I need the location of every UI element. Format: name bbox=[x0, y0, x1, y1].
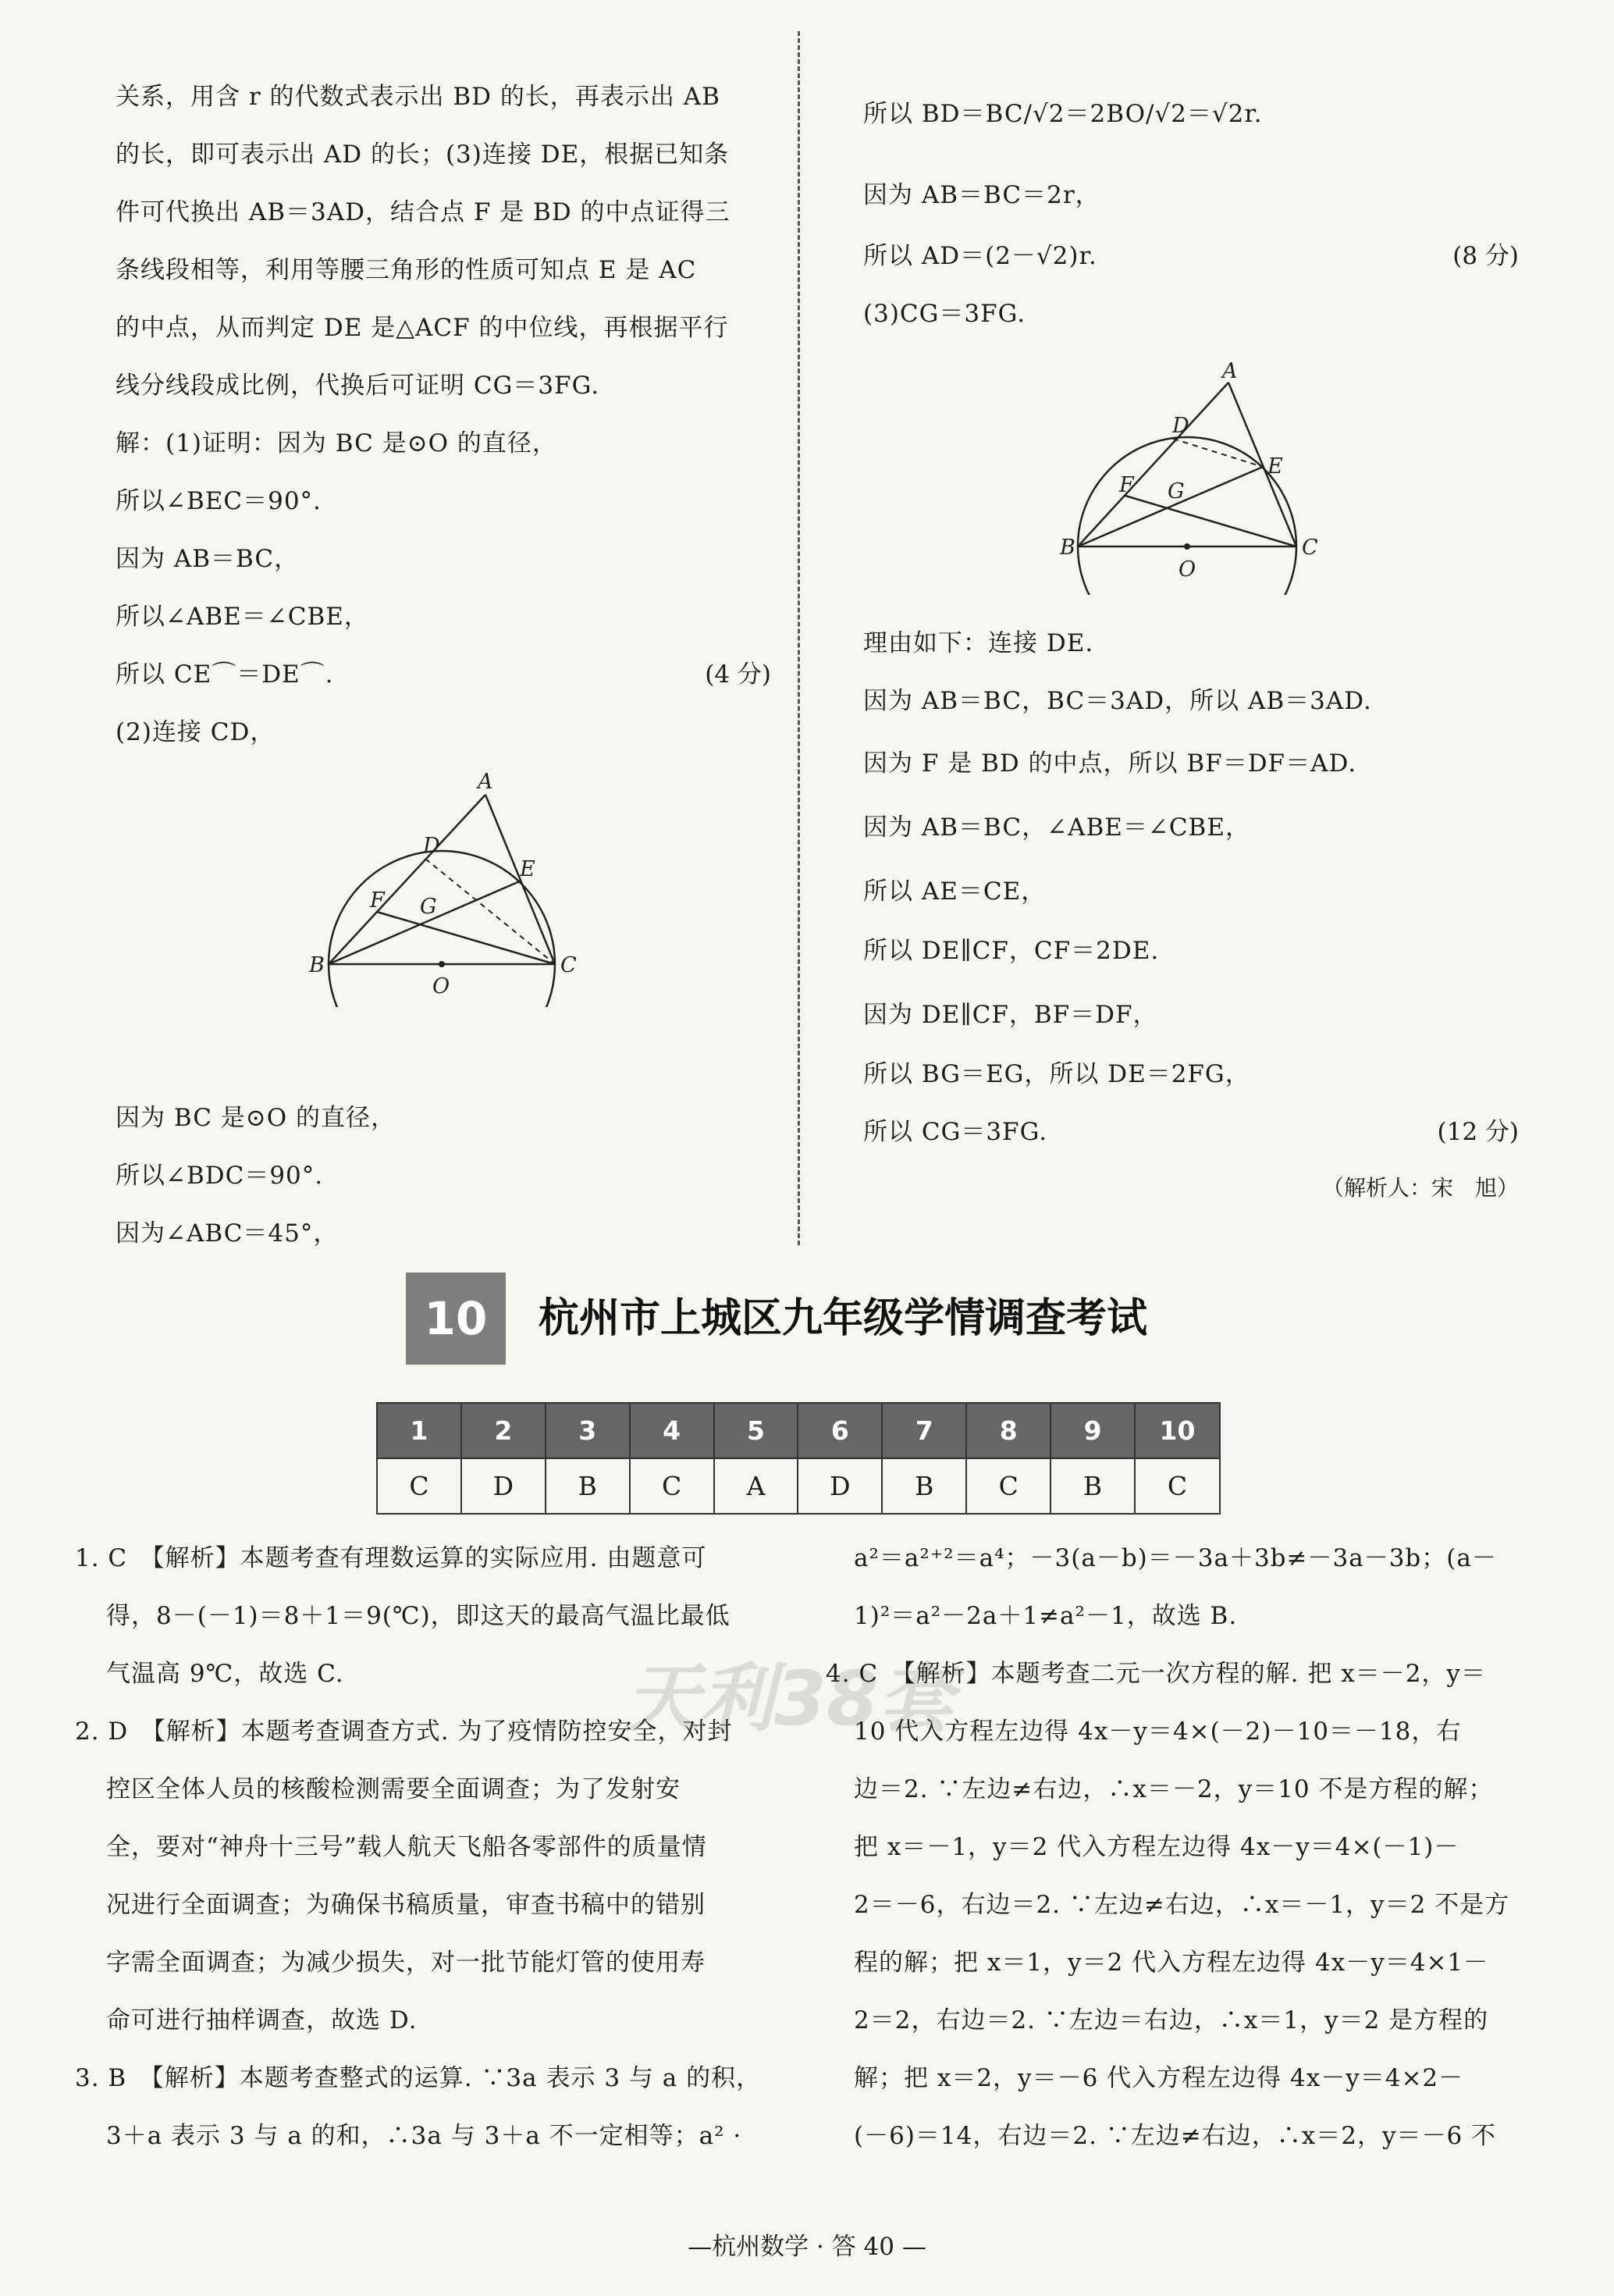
text-line: 所以∠ABE＝∠CBE， bbox=[116, 603, 369, 631]
label-o: O bbox=[1179, 557, 1196, 582]
text-line: 因为 AB＝BC，BC＝3AD，所以 AB＝3AD. bbox=[863, 687, 1372, 715]
text-line: 控区全体人员的核酸检测需要全面调查；为了发射安 bbox=[106, 1775, 681, 1803]
answer-choice: C bbox=[1135, 1458, 1220, 1514]
answer-choice: C bbox=[966, 1458, 1051, 1514]
text-line: 所以 CG＝3FG. bbox=[863, 1118, 1048, 1146]
label-c: C bbox=[1302, 536, 1318, 560]
text-line: 所以 BD＝BC/√2＝2BO/√2＝√2r. bbox=[863, 100, 1263, 128]
score-label: (12 分) bbox=[1437, 1118, 1519, 1146]
label-f: F bbox=[370, 888, 385, 913]
label-o: O bbox=[432, 974, 450, 998]
column-divider bbox=[798, 31, 800, 1245]
label-b: B bbox=[309, 953, 325, 977]
text-line: 因为 AB＝BC， bbox=[116, 545, 300, 573]
text-line: 因为 AB＝BC＝2r， bbox=[863, 181, 1100, 209]
answer-choice: B bbox=[546, 1458, 630, 1514]
text-line: 2＝－6，右边＝2. ∵左边≠右边，∴x＝－1，y＝2 不是方 bbox=[854, 1891, 1510, 1919]
text-line: (－6)＝14，右边＝2. ∵左边≠右边，∴x＝2，y＝－6 不 bbox=[854, 2122, 1497, 2150]
text-line: 10 代入方程左边得 4x－y＝4×(－2)－10＝－18，右 bbox=[854, 1718, 1462, 1746]
solution-heading: 解：(1)证明：因为 BC 是⊙O 的直径， bbox=[116, 429, 557, 457]
label-e: E bbox=[1267, 454, 1283, 479]
answer-choice: D bbox=[798, 1458, 882, 1514]
question-number: 2 bbox=[461, 1403, 546, 1458]
text-line: 2. D 【解析】本题考查调查方式. 为了疫情防控安全，对封 bbox=[75, 1718, 733, 1746]
text-line: 况进行全面调查；为确保书稿质量，审查书稿中的错别 bbox=[106, 1891, 706, 1919]
answer-choice: C bbox=[630, 1458, 714, 1514]
question-number: 5 bbox=[714, 1403, 798, 1458]
text-line: 程的解；把 x＝1，y＝2 代入方程左边得 4x－y＝4×1－ bbox=[854, 1949, 1489, 1977]
text-line: 全，要对“神舟十三号”载人航天飞船各零部件的质量情 bbox=[106, 1833, 707, 1861]
text-line: 3. B 【解析】本题考查整式的运算. ∵3a 表示 3 与 a 的积， bbox=[75, 2064, 762, 2092]
label-d: D bbox=[1172, 414, 1189, 438]
question-number: 3 bbox=[546, 1403, 630, 1458]
text-line: (3)CG＝3FG. bbox=[863, 300, 1026, 328]
text-line: 线分线段成比例，代换后可证明 CG＝3FG. bbox=[116, 372, 600, 400]
text-line: 因为 BC 是⊙O 的直径， bbox=[116, 1104, 396, 1132]
score-label: (4 分) bbox=[705, 660, 771, 689]
watermark: 天利38套 bbox=[624, 1655, 954, 1742]
label-g: G bbox=[420, 895, 437, 919]
text-line: 字需全面调查；为减少损失，对一批节能灯管的使用寿 bbox=[106, 1949, 706, 1977]
label-a: A bbox=[478, 773, 493, 794]
text-line: 解；把 x＝2，y＝－6 代入方程左边得 4x－y＝4×2－ bbox=[854, 2064, 1464, 2092]
text-line: 因为 AB＝BC，∠ABE＝∠CBE， bbox=[863, 813, 1250, 842]
text-line: 所以 AE＝CE， bbox=[863, 877, 1047, 906]
text-line: 条线段相等，利用等腰三角形的性质可知点 E 是 AC bbox=[116, 256, 697, 284]
question-number: 4 bbox=[630, 1403, 714, 1458]
text-line: 所以 BG＝EG，所以 DE＝2FG， bbox=[863, 1060, 1250, 1088]
section-number: 10 bbox=[424, 1292, 488, 1345]
text-line: 1. C 【解析】本题考查有理数运算的实际应用. 由题意可 bbox=[75, 1544, 707, 1572]
text-line: 命可进行抽样调查，故选 D. bbox=[106, 2006, 418, 2034]
question-number: 9 bbox=[1051, 1403, 1135, 1458]
text-line: 因为 F 是 BD 的中点，所以 BF＝DF＝AD. bbox=[863, 749, 1357, 778]
label-b: B bbox=[1060, 536, 1075, 560]
text-line: 所以 CE⌒＝DE⌒. bbox=[116, 660, 334, 689]
page-footer: —杭州数学 · 答 40 — bbox=[688, 2233, 926, 2261]
text-line: 件可代换出 AB＝3AD，结合点 F 是 BD 的中点证得三 bbox=[116, 198, 731, 226]
text-line: 关系，用含 r 的代数式表示出 BD 的长，再表示出 AB bbox=[116, 83, 720, 111]
text-line: 理由如下：连接 DE. bbox=[863, 629, 1094, 657]
question-number: 1 bbox=[377, 1403, 461, 1458]
text-line: 2＝2，右边＝2. ∵左边＝右边，∴x＝1，y＝2 是方程的 bbox=[854, 2006, 1489, 2034]
label-g: G bbox=[1168, 479, 1185, 504]
question-number: 10 bbox=[1135, 1403, 1220, 1458]
answer-choice: B bbox=[882, 1458, 966, 1514]
bottom-right-column bbox=[826, 0, 1544, 2186]
text-line: 3＋a 表示 3 与 a 的和，∴3a 与 3＋a 不一定相等；a² · bbox=[106, 2122, 742, 2150]
label-d: D bbox=[423, 834, 440, 858]
answer-choice: B bbox=[1051, 1458, 1135, 1514]
bottom-left-column bbox=[75, 0, 777, 2186]
question-number: 8 bbox=[966, 1403, 1051, 1458]
answer-choice: A bbox=[714, 1458, 798, 1514]
label-c: C bbox=[560, 953, 577, 977]
text-line: 得，8－(－1)＝8＋1＝9(℃)，即这天的最高气温比最低 bbox=[106, 1602, 731, 1630]
text-line: 的长，即可表示出 AD 的长；(3)连接 DE，根据已知条 bbox=[116, 141, 730, 169]
text-line: a²＝a²⁺²＝a⁴；－3(a－b)＝－3a＋3b≠－3a－3b；(a－ bbox=[854, 1544, 1497, 1572]
score-label: (8 分) bbox=[1452, 242, 1519, 270]
text-line: 因为 DE∥CF，BF＝DF， bbox=[863, 1001, 1158, 1029]
text-line: 所以∠BDC＝90°. bbox=[116, 1162, 324, 1190]
question-number: 6 bbox=[798, 1403, 882, 1458]
text-line: 气温高 9℃，故选 C. bbox=[106, 1660, 344, 1688]
question-number: 7 bbox=[882, 1403, 966, 1458]
label-f: F bbox=[1119, 473, 1134, 497]
analyst-credit: （解析人：宋 旭） bbox=[1321, 1175, 1519, 1201]
answer-choice: D bbox=[461, 1458, 546, 1514]
text-line: 所以 DE∥CF，CF＝2DE. bbox=[863, 937, 1160, 965]
answer-choice: C bbox=[377, 1458, 461, 1514]
label-a: A bbox=[1222, 361, 1238, 383]
text-line: 所以∠BEC＝90°. bbox=[116, 487, 322, 515]
text-line: 因为∠ABC＝45°， bbox=[116, 1219, 339, 1248]
text-line: 的中点，从而判定 DE 是△ACF 的中位线，再根据平行 bbox=[116, 314, 729, 342]
text-line: 所以 AD＝(2－√2)r. bbox=[863, 242, 1097, 270]
text-line: 边＝2. ∵左边≠右边，∴x＝－2，y＝10 不是方程的解； bbox=[854, 1775, 1494, 1803]
section-title: 杭州市上城区九年级学情调查考试 bbox=[539, 1295, 1148, 1342]
label-e: E bbox=[520, 857, 535, 881]
text-line: 把 x＝－1，y＝2 代入方程左边得 4x－y＝4×(－1)－ bbox=[854, 1833, 1459, 1861]
text-line: 1)²＝a²－2a＋1≠a²－1，故选 B. bbox=[854, 1602, 1238, 1630]
text-line: 4. C 【解析】本题考查二元一次方程的解. 把 x＝－2，y＝ bbox=[826, 1660, 1486, 1688]
text-line: (2)连接 CD， bbox=[116, 718, 276, 746]
